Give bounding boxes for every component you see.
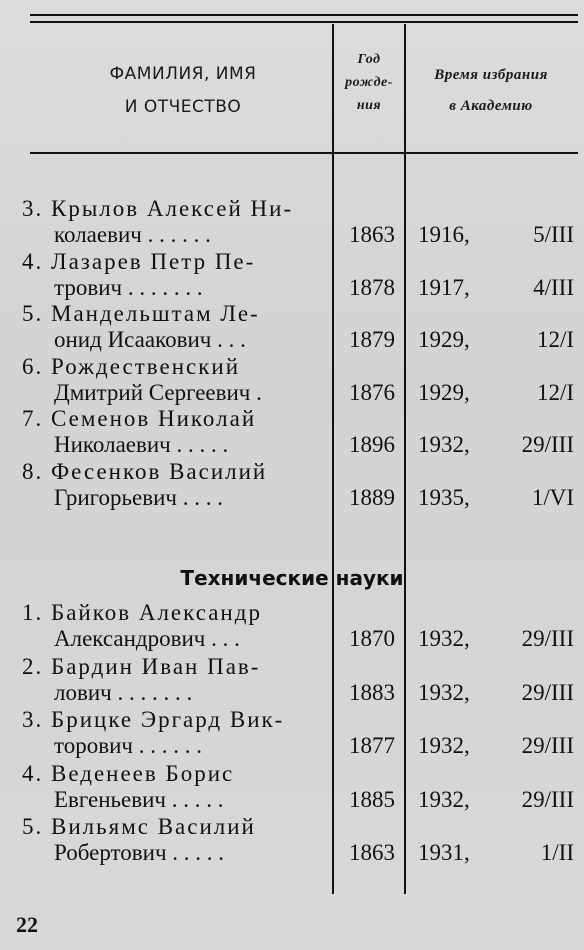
entry-election-date: 4/III — [533, 274, 574, 300]
header-name-column — [40, 58, 326, 124]
top-rule-double — [30, 21, 578, 23]
entry-birth-year: 1878 — [349, 274, 395, 300]
table-row — [22, 654, 578, 706]
header-election-column — [408, 60, 574, 122]
entry-election-date: 29/III — [521, 679, 574, 705]
header-election-line-1: Время избрания — [434, 67, 548, 83]
entry-name-line-1: 2. Бардин Иван Пав- — [22, 653, 261, 679]
entry-election-year: 1932, — [418, 432, 470, 457]
entry-birth-year: 1889 — [349, 484, 395, 510]
entry-name-line-2: Николаевич . . . . . — [54, 432, 229, 457]
entry-birth-year: 1863 — [349, 840, 395, 865]
entry-election-date: 29/III — [521, 786, 574, 812]
table-row — [22, 459, 578, 511]
entry-name-line-1: 3. Брицке Эргард Вик- — [22, 707, 285, 732]
entry-election-year: 1929, — [418, 327, 470, 352]
entry-birth-year: 1879 — [349, 327, 395, 352]
entry-name-line-2: Александрович . . . — [54, 626, 240, 651]
page-number: 22 — [16, 912, 38, 937]
top-rule — [30, 14, 578, 16]
entry-election-year: 1931, — [418, 840, 470, 865]
table-row — [22, 249, 578, 301]
entry-name-line-2: трович . . . . . . . — [54, 274, 203, 300]
entry-election-date: 29/III — [521, 626, 574, 651]
entry-election-year: 1917, — [418, 274, 470, 300]
header-year-line-3: ния — [356, 98, 382, 113]
entry-name-line-1: 6. Рождественский — [22, 353, 241, 379]
header-year-line-2: рожде- — [345, 75, 393, 90]
table-row — [22, 707, 578, 759]
entry-election-year: 1932, — [418, 733, 470, 758]
table-row — [22, 354, 578, 406]
entry-birth-year: 1883 — [349, 679, 395, 705]
entry-election-year: 1932, — [418, 679, 470, 705]
entry-birth-year: 1877 — [349, 733, 395, 758]
table-row — [22, 814, 578, 866]
entry-election-year: 1932, — [418, 786, 470, 812]
entry-election-date: 1/VI — [531, 484, 574, 510]
entry-name-line-2: торович . . . . . . — [54, 733, 202, 758]
entry-election-date: 5/III — [533, 222, 574, 247]
header-name-line-1: ФАМИЛИЯ, ИМЯ — [109, 64, 257, 84]
entry-election-date: 29/III — [521, 733, 574, 758]
entry-birth-year: 1870 — [349, 626, 395, 651]
entry-name-line-2: колаевич . . . . . . — [54, 222, 211, 247]
entry-birth-year: 1896 — [349, 432, 395, 457]
entry-election-year: 1916, — [418, 222, 470, 247]
entry-birth-year: 1876 — [349, 379, 395, 405]
entry-election-year: 1935, — [418, 484, 470, 510]
header-name-line-2: И ОТЧЕСТВО — [124, 97, 242, 117]
header-election-line-2: в Академию — [449, 98, 533, 114]
table-row — [22, 406, 578, 458]
entry-name-line-2: Григорьевич . . . . — [54, 484, 223, 510]
table-row — [22, 196, 578, 248]
header-year-column — [338, 48, 400, 117]
entry-election-date: 12/I — [536, 379, 574, 405]
entry-name-line-1: 5. Вильямс Василий — [22, 814, 256, 839]
entry-election-date: 29/III — [521, 432, 574, 457]
entry-election-year: 1929, — [418, 379, 470, 405]
entry-name-line-1: 8. Фесенков Василий — [22, 458, 268, 484]
entry-name-line-1: 4. Веденеев Борис — [22, 760, 235, 786]
entry-name-line-1: 4. Лазарев Петр Пе- — [22, 248, 256, 274]
entry-name-line-2: Робертович . . . . . — [54, 840, 225, 865]
entry-name-line-2: онид Исаакович . . . — [54, 327, 246, 352]
table-row — [22, 301, 578, 353]
table-row — [22, 600, 578, 652]
table-row — [22, 761, 578, 813]
entry-name-line-2: Евгеньевич . . . . . — [54, 786, 224, 812]
entry-name-line-1: 3. Крылов Алексей Ни- — [22, 196, 294, 221]
entry-birth-year: 1885 — [349, 786, 395, 812]
entry-election-date: 12/I — [536, 327, 574, 352]
section-title: Технические науки — [180, 566, 404, 590]
entry-name-line-2: лович . . . . . . . — [54, 679, 193, 705]
entry-election-year: 1932, — [418, 626, 470, 651]
entry-name-line-2: Дмитрий Сергеевич . — [54, 379, 262, 405]
entry-birth-year: 1863 — [349, 222, 395, 247]
header-year-line-1: Год — [357, 52, 381, 67]
entry-name-line-1: 1. Байков Александр — [22, 600, 262, 625]
entry-name-line-1: 5. Мандельштам Ле- — [22, 301, 260, 326]
header-bottom-rule — [30, 152, 578, 154]
entry-election-date: 1/II — [540, 840, 574, 865]
entry-name-line-1: 7. Семенов Николай — [22, 406, 257, 431]
